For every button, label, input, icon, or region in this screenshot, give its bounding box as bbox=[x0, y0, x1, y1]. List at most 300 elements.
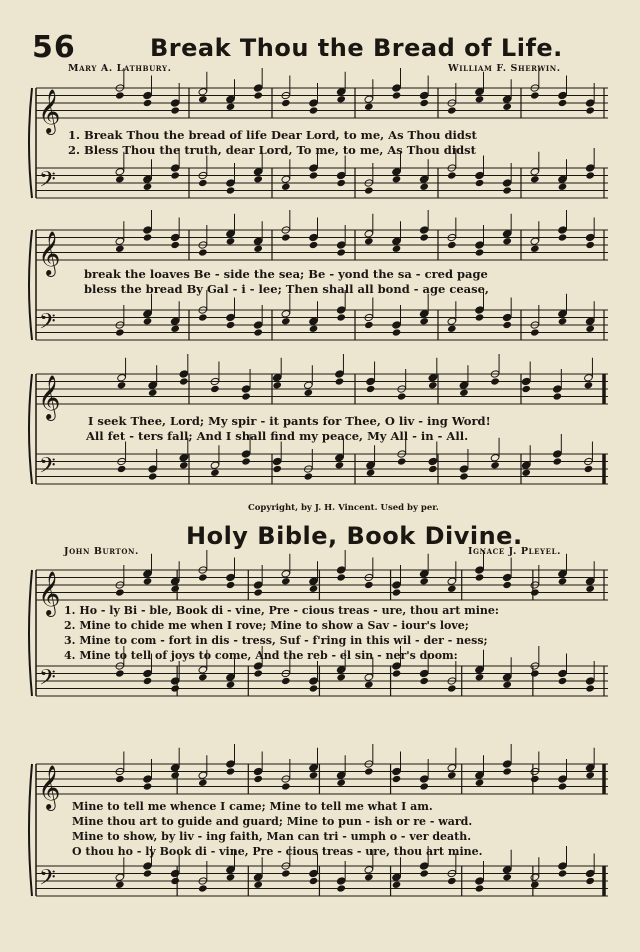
note-head bbox=[392, 662, 402, 670]
hymn1-verse2-line1: 2. Bless Thou the truth, dear Lord, To me, to me, As Thou didst bbox=[68, 143, 476, 157]
note-head bbox=[336, 673, 346, 681]
hymn1-verse1-line1: 1. Break Thou the bread of life Dear Lord, to me, As Thou didst bbox=[68, 128, 477, 142]
note-head bbox=[419, 317, 429, 325]
note-head bbox=[304, 472, 314, 480]
note-head bbox=[336, 884, 346, 892]
note-head bbox=[170, 171, 180, 179]
note-head bbox=[304, 389, 314, 397]
note-head bbox=[226, 760, 236, 768]
note-head bbox=[226, 767, 236, 775]
note-head bbox=[198, 884, 208, 892]
note-head bbox=[585, 99, 595, 107]
note-head bbox=[428, 465, 438, 473]
note-head bbox=[419, 233, 429, 241]
note-head bbox=[419, 669, 429, 677]
note-head bbox=[428, 381, 438, 389]
note-head bbox=[309, 171, 319, 179]
note-head bbox=[309, 164, 319, 172]
note-head bbox=[226, 673, 236, 681]
note-head bbox=[336, 779, 346, 787]
note-head bbox=[502, 873, 512, 881]
brace bbox=[29, 230, 32, 340]
note-head bbox=[521, 377, 531, 385]
note-head bbox=[419, 226, 429, 234]
note-head bbox=[585, 869, 595, 877]
bass-clef-icon: 𝄢 bbox=[39, 865, 56, 896]
note-head bbox=[241, 450, 251, 458]
note-head bbox=[364, 866, 374, 874]
note-head bbox=[392, 168, 402, 176]
note-head bbox=[364, 873, 374, 881]
note-head bbox=[179, 370, 189, 378]
note-head bbox=[253, 175, 263, 183]
note-head bbox=[447, 684, 457, 692]
note-head bbox=[447, 241, 457, 249]
page-number: 56 bbox=[32, 30, 76, 65]
note-head bbox=[530, 237, 540, 245]
note-head bbox=[419, 99, 429, 107]
note-head bbox=[198, 248, 208, 256]
note-head bbox=[335, 454, 345, 462]
note-head bbox=[309, 771, 319, 779]
hymn2-verse3-line2: Mine to show, by liv - ing faith, Man can tri - umph o - ver death. bbox=[72, 830, 472, 843]
note-head bbox=[253, 767, 263, 775]
note-head bbox=[530, 245, 540, 253]
note-head bbox=[475, 241, 485, 249]
note-head bbox=[558, 869, 568, 877]
note-head bbox=[336, 566, 346, 574]
note-head bbox=[281, 175, 291, 183]
note-head bbox=[281, 570, 291, 578]
note-head bbox=[585, 233, 595, 241]
note-head bbox=[226, 313, 236, 321]
note-head bbox=[419, 577, 429, 585]
note-head bbox=[170, 325, 180, 333]
note-head bbox=[419, 862, 429, 870]
note-head bbox=[281, 317, 291, 325]
note-head bbox=[364, 230, 374, 238]
note-head bbox=[309, 764, 319, 772]
note-head bbox=[558, 570, 568, 578]
hymn2-verse2-line2: Mine thou art to guide and guard; Mine to pun - ish or re - ward. bbox=[72, 815, 473, 828]
note-head bbox=[148, 465, 158, 473]
note-head bbox=[309, 684, 319, 692]
note-head bbox=[170, 106, 180, 114]
note-head bbox=[447, 171, 457, 179]
note-head bbox=[309, 869, 319, 877]
note-head bbox=[392, 581, 402, 589]
note-head bbox=[226, 681, 236, 689]
note-head bbox=[281, 310, 291, 318]
note-head bbox=[502, 179, 512, 187]
note-head bbox=[226, 866, 236, 874]
note-head bbox=[392, 588, 402, 596]
hymn1-verse1-line2: break the loaves Be - side the sea; Be - yond the sa - cred page bbox=[84, 267, 488, 281]
note-head bbox=[143, 175, 153, 183]
note-head bbox=[392, 84, 402, 92]
note-head bbox=[447, 771, 457, 779]
note-head bbox=[475, 88, 485, 96]
note-head bbox=[392, 881, 402, 889]
note-head bbox=[143, 669, 153, 677]
note-head bbox=[530, 91, 540, 99]
note-head bbox=[392, 873, 402, 881]
hymn1-author: Mary A. Lathbury. bbox=[68, 63, 172, 74]
note-head bbox=[226, 179, 236, 187]
note-head bbox=[585, 164, 595, 172]
note-head bbox=[226, 873, 236, 881]
note-head bbox=[253, 245, 263, 253]
hymn1-composer: William F. Sherwin. bbox=[448, 63, 561, 74]
note-head bbox=[392, 767, 402, 775]
note-head bbox=[336, 306, 346, 314]
note-head bbox=[392, 321, 402, 329]
note-head bbox=[553, 457, 563, 465]
note-head bbox=[143, 310, 153, 318]
note-head bbox=[521, 461, 531, 469]
note-head bbox=[585, 585, 595, 593]
note-head bbox=[366, 377, 376, 385]
note-head bbox=[210, 385, 220, 393]
note-head bbox=[585, 241, 595, 249]
note-head bbox=[475, 179, 485, 187]
note-head bbox=[392, 669, 402, 677]
note-head bbox=[304, 381, 314, 389]
note-head bbox=[366, 385, 376, 393]
note-head bbox=[226, 186, 236, 194]
note-head bbox=[364, 321, 374, 329]
note-head bbox=[143, 677, 153, 685]
note-head bbox=[419, 91, 429, 99]
note-head bbox=[502, 760, 512, 768]
note-head bbox=[502, 95, 512, 103]
note-head bbox=[447, 577, 457, 585]
treble-clef-icon: 𝄞 bbox=[38, 89, 61, 133]
note-head bbox=[585, 771, 595, 779]
note-head bbox=[253, 91, 263, 99]
note-head bbox=[530, 775, 540, 783]
note-head bbox=[179, 377, 189, 385]
note-head bbox=[475, 771, 485, 779]
note-head bbox=[170, 233, 180, 241]
note-head bbox=[117, 374, 127, 382]
note-head bbox=[428, 374, 438, 382]
note-head bbox=[530, 588, 540, 596]
note-head bbox=[558, 782, 568, 790]
note-head bbox=[558, 677, 568, 685]
note-head bbox=[115, 873, 125, 881]
note-head bbox=[226, 321, 236, 329]
hymn2-verse4-line1: 4. Mine to tell of joys to come, And the reb - el sin - ner's doom: bbox=[64, 649, 458, 662]
note-head bbox=[198, 573, 208, 581]
note-head bbox=[475, 95, 485, 103]
note-head bbox=[148, 389, 158, 397]
note-head bbox=[447, 317, 457, 325]
note-head bbox=[309, 241, 319, 249]
note-head bbox=[502, 313, 512, 321]
note-head bbox=[502, 681, 512, 689]
note-head bbox=[272, 465, 282, 473]
note-head bbox=[585, 106, 595, 114]
note-head bbox=[281, 233, 291, 241]
note-head bbox=[253, 237, 263, 245]
note-head bbox=[336, 248, 346, 256]
treble-clef-icon: 𝄞 bbox=[38, 231, 61, 275]
note-head bbox=[143, 183, 153, 191]
note-head bbox=[253, 669, 263, 677]
note-head bbox=[558, 183, 568, 191]
note-head bbox=[336, 771, 346, 779]
note-head bbox=[585, 677, 595, 685]
note-head bbox=[143, 317, 153, 325]
note-head bbox=[553, 385, 563, 393]
note-head bbox=[170, 771, 180, 779]
note-head bbox=[475, 566, 485, 574]
note-head bbox=[585, 877, 595, 885]
note-head bbox=[490, 461, 500, 469]
note-head bbox=[253, 588, 263, 596]
note-head bbox=[309, 233, 319, 241]
note-head bbox=[584, 374, 594, 382]
note-head bbox=[366, 469, 376, 477]
note-head bbox=[272, 381, 282, 389]
note-head bbox=[447, 325, 457, 333]
note-head bbox=[392, 91, 402, 99]
note-head bbox=[170, 869, 180, 877]
note-head bbox=[143, 233, 153, 241]
note-head bbox=[115, 588, 125, 596]
note-head bbox=[392, 175, 402, 183]
note-head bbox=[553, 450, 563, 458]
note-head bbox=[253, 662, 263, 670]
note-head bbox=[309, 877, 319, 885]
note-head bbox=[553, 392, 563, 400]
note-head bbox=[226, 581, 236, 589]
note-head bbox=[281, 782, 291, 790]
note-head bbox=[558, 233, 568, 241]
note-head bbox=[364, 103, 374, 111]
note-head bbox=[502, 186, 512, 194]
note-head bbox=[364, 681, 374, 689]
note-head bbox=[210, 469, 220, 477]
note-head bbox=[558, 175, 568, 183]
note-head bbox=[558, 862, 568, 870]
note-head bbox=[170, 585, 180, 593]
note-head bbox=[170, 317, 180, 325]
note-head bbox=[336, 95, 346, 103]
note-head bbox=[428, 457, 438, 465]
note-head bbox=[502, 321, 512, 329]
note-head bbox=[558, 91, 568, 99]
note-head bbox=[241, 457, 251, 465]
note-head bbox=[336, 88, 346, 96]
note-head bbox=[170, 877, 180, 885]
note-head bbox=[170, 684, 180, 692]
note-head bbox=[584, 465, 594, 473]
note-head bbox=[585, 325, 595, 333]
note-head bbox=[226, 573, 236, 581]
note-head bbox=[558, 775, 568, 783]
note-head bbox=[364, 237, 374, 245]
note-head bbox=[336, 313, 346, 321]
note-head bbox=[364, 673, 374, 681]
note-head bbox=[392, 775, 402, 783]
note-head bbox=[115, 91, 125, 99]
brace bbox=[29, 570, 32, 696]
note-head bbox=[459, 472, 469, 480]
note-head bbox=[335, 377, 345, 385]
note-head bbox=[335, 461, 345, 469]
note-head bbox=[419, 570, 429, 578]
note-head bbox=[419, 175, 429, 183]
note-head bbox=[490, 377, 500, 385]
note-head bbox=[226, 95, 236, 103]
bass-clef-icon: 𝄢 bbox=[39, 167, 56, 198]
treble-clef-icon: 𝄞 bbox=[38, 765, 61, 809]
bass-clef-icon: 𝄢 bbox=[39, 309, 56, 340]
bass-clef-icon: 𝄢 bbox=[39, 665, 56, 696]
note-head bbox=[253, 581, 263, 589]
note-head bbox=[253, 168, 263, 176]
note-head bbox=[143, 226, 153, 234]
note-head bbox=[253, 873, 263, 881]
note-head bbox=[475, 171, 485, 179]
hymn1-copyright: Copyright, by J. H. Vincent. Used by per. bbox=[248, 503, 439, 513]
note-head bbox=[143, 869, 153, 877]
note-head bbox=[281, 577, 291, 585]
note-head bbox=[475, 673, 485, 681]
note-head bbox=[253, 881, 263, 889]
note-head bbox=[226, 237, 236, 245]
note-head bbox=[115, 669, 125, 677]
note-head bbox=[558, 577, 568, 585]
note-head bbox=[143, 782, 153, 790]
note-head bbox=[419, 183, 429, 191]
note-head bbox=[198, 673, 208, 681]
note-head bbox=[502, 581, 512, 589]
note-head bbox=[309, 677, 319, 685]
hymn1-title: Break Thou the Bread of Life. bbox=[150, 34, 563, 62]
note-head bbox=[336, 666, 346, 674]
note-head bbox=[585, 684, 595, 692]
hymn2-title: Holy Bible, Book Divine. bbox=[186, 522, 523, 550]
note-head bbox=[281, 183, 291, 191]
hymn2-verse1-line2: Mine to tell me whence I came; Mine to tell me what I am. bbox=[72, 800, 433, 813]
note-head bbox=[198, 179, 208, 187]
note-head bbox=[475, 666, 485, 674]
note-head bbox=[558, 310, 568, 318]
note-head bbox=[585, 577, 595, 585]
note-head bbox=[336, 171, 346, 179]
note-head bbox=[210, 461, 220, 469]
note-head bbox=[198, 95, 208, 103]
note-head bbox=[115, 168, 125, 176]
note-head bbox=[364, 186, 374, 194]
note-head bbox=[309, 585, 319, 593]
note-head bbox=[502, 103, 512, 111]
brace bbox=[29, 88, 32, 198]
note-head bbox=[558, 317, 568, 325]
note-head bbox=[115, 175, 125, 183]
note-head bbox=[490, 454, 500, 462]
note-head bbox=[459, 389, 469, 397]
note-head bbox=[447, 106, 457, 114]
note-head bbox=[364, 95, 374, 103]
note-head bbox=[117, 465, 127, 473]
note-head bbox=[272, 457, 282, 465]
note-head bbox=[272, 374, 282, 382]
note-head bbox=[148, 381, 158, 389]
note-head bbox=[475, 313, 485, 321]
hymn1-verse2-line2: bless the bread By Gal - i - lee; Then shall all bond - age cease, bbox=[84, 282, 489, 296]
note-head bbox=[226, 103, 236, 111]
note-head bbox=[459, 381, 469, 389]
note-head bbox=[281, 677, 291, 685]
note-head bbox=[309, 325, 319, 333]
note-head bbox=[521, 469, 531, 477]
note-head bbox=[170, 677, 180, 685]
note-head bbox=[419, 677, 429, 685]
note-head bbox=[419, 775, 429, 783]
note-head bbox=[475, 877, 485, 885]
note-head bbox=[530, 873, 540, 881]
note-head bbox=[502, 573, 512, 581]
note-head bbox=[198, 779, 208, 787]
note-head bbox=[419, 869, 429, 877]
note-head bbox=[198, 88, 208, 96]
note-head bbox=[115, 328, 125, 336]
note-head bbox=[397, 457, 407, 465]
note-head bbox=[143, 775, 153, 783]
note-head bbox=[143, 570, 153, 578]
note-head bbox=[585, 171, 595, 179]
note-head bbox=[170, 164, 180, 172]
note-head bbox=[502, 866, 512, 874]
treble-clef-icon: 𝄞 bbox=[38, 375, 61, 419]
note-head bbox=[584, 381, 594, 389]
note-head bbox=[392, 328, 402, 336]
hymn2-verse4-line2: O thou ho - ly Book di - vine, Pre - cious treas - ure, thou art mine. bbox=[72, 845, 483, 858]
note-head bbox=[447, 877, 457, 885]
note-head bbox=[397, 392, 407, 400]
note-head bbox=[475, 779, 485, 787]
note-head bbox=[170, 577, 180, 585]
note-head bbox=[309, 317, 319, 325]
note-head bbox=[502, 230, 512, 238]
note-head bbox=[241, 385, 251, 393]
note-head bbox=[198, 313, 208, 321]
note-head bbox=[241, 392, 251, 400]
note-head bbox=[179, 461, 189, 469]
note-head bbox=[253, 775, 263, 783]
note-head bbox=[336, 877, 346, 885]
note-head bbox=[179, 454, 189, 462]
note-head bbox=[335, 370, 345, 378]
note-head bbox=[170, 99, 180, 107]
note-head bbox=[521, 385, 531, 393]
note-head bbox=[366, 461, 376, 469]
note-head bbox=[143, 577, 153, 585]
hymn2-verse2-line1: 2. Mine to chide me when I rove; Mine to show a Sav - iour's love; bbox=[64, 619, 469, 632]
note-head bbox=[475, 306, 485, 314]
note-head bbox=[530, 328, 540, 336]
note-head bbox=[115, 881, 125, 889]
note-head bbox=[530, 168, 540, 176]
note-head bbox=[309, 106, 319, 114]
note-head bbox=[281, 869, 291, 877]
note-head bbox=[558, 99, 568, 107]
note-head bbox=[336, 573, 346, 581]
